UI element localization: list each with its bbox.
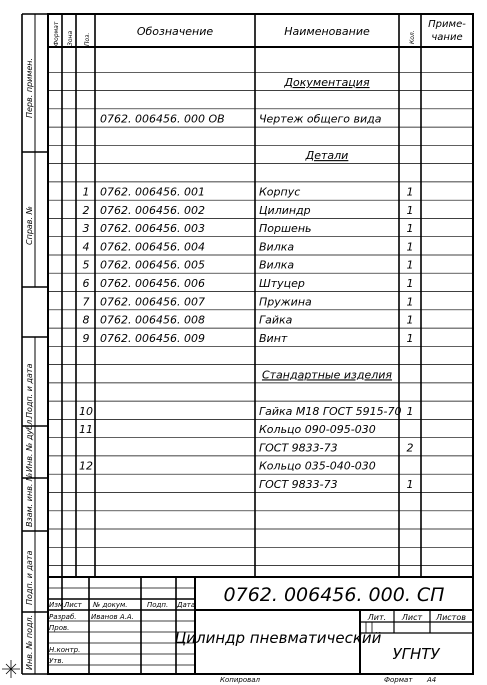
row-name: Кольцо 035-040-030	[259, 459, 376, 473]
tb-data: Дата	[177, 601, 196, 609]
row-designation: 0762. 006456. 005	[100, 258, 205, 272]
header-note-1: Приме-	[428, 19, 466, 30]
row-name: Кольцо 090-095-030	[259, 423, 376, 437]
corner-mark-icon	[2, 660, 20, 678]
row-qty: 1	[406, 277, 414, 290]
row-qty: 1	[406, 185, 414, 199]
header-zone: Зона	[67, 30, 74, 46]
row-designation: 0762. 006456. 003	[100, 222, 205, 236]
row-pos: 7	[82, 295, 90, 309]
row-qty: 1	[406, 478, 414, 491]
row-pos: 6	[82, 277, 90, 290]
row-pos: 11	[79, 423, 93, 437]
row-designation: 0762. 006456. 001	[100, 185, 205, 199]
row-designation: 0762. 006456. 009	[100, 331, 205, 345]
spec-rows	[79, 76, 414, 491]
organization: УГНТУ	[392, 645, 440, 663]
tb-utv: Утв.	[49, 657, 64, 665]
row-name: Штуцер	[259, 277, 305, 290]
side-inv-podl: Инв. № подл.	[25, 614, 34, 670]
tb-list: Лист	[64, 601, 82, 609]
row-pos: 9	[82, 331, 90, 345]
header-designation: Обозначение	[136, 25, 214, 38]
row-name: ГОСТ 9833-73	[259, 441, 338, 455]
row-designation: 0762. 006456. 000 ОВ	[100, 112, 225, 126]
section-heading: Детали	[305, 149, 349, 163]
header-name: Наименование	[284, 25, 370, 38]
doc-number: 0762. 006456. 000. СП	[223, 584, 445, 606]
side-inv-dubl: Инв. № дубл.	[25, 417, 34, 472]
side-vzam-inv: Взам. инв. №	[25, 472, 34, 527]
row-qty: 1	[406, 203, 414, 217]
row-designation: 0762. 006456. 004	[100, 240, 205, 254]
tb-list-label: Лист	[401, 613, 423, 622]
section-heading: Документация	[284, 76, 370, 89]
side-perv-primen: Перв. примен.	[25, 57, 34, 118]
row-name: Вилка	[259, 240, 295, 254]
row-name: Чертеж общего вида	[259, 112, 382, 126]
header-format: Формат	[53, 21, 60, 46]
row-designation: 0762. 006456. 002	[100, 203, 205, 217]
row-pos: 8	[82, 313, 90, 327]
row-pos: 4	[82, 240, 90, 254]
header-qty: Кол.	[409, 30, 416, 44]
tb-podp: Подп.	[147, 601, 169, 609]
product-name: Цилиндр пневматический	[174, 629, 382, 647]
row-qty: 1	[406, 295, 414, 309]
row-name: Гайка	[259, 313, 293, 327]
header-pos: Поз.	[84, 32, 91, 46]
row-qty: 1	[406, 313, 414, 327]
row-name: Пружина	[259, 295, 312, 309]
footer-format-value: А4	[427, 676, 437, 684]
row-pos: 10	[79, 404, 93, 418]
row-qty: 1	[406, 404, 414, 418]
row-designation: 0762. 006456. 006	[100, 277, 205, 290]
row-qty: 1	[406, 222, 414, 236]
row-name: Гайка М18 ГОСТ 5915-70	[259, 404, 402, 418]
side-podp-data-1: Подп. и дата	[25, 363, 34, 418]
section-heading: Стандартные изделия	[261, 368, 393, 382]
tb-razrab-name: Иванов А.А.	[91, 613, 134, 621]
row-pos: 3	[82, 222, 90, 236]
row-name: Поршень	[259, 222, 312, 236]
tb-listov-label: Листов	[436, 613, 466, 622]
row-name: Корпус	[259, 185, 301, 199]
tb-ndoc: № докум.	[93, 601, 128, 609]
footer-copied: Копировал	[220, 676, 260, 684]
row-name: ГОСТ 9833-73	[259, 478, 338, 491]
row-pos: 12	[79, 459, 93, 473]
tb-prov: Пров.	[49, 624, 70, 632]
row-name: Винт	[259, 331, 288, 345]
side-podp-data-2: Подп. и дата	[25, 550, 34, 605]
row-designation: 0762. 006456. 008	[100, 313, 205, 327]
tb-razrab: Разраб.	[49, 613, 77, 621]
row-qty: 1	[406, 240, 414, 254]
row-qty: 2	[406, 441, 414, 455]
row-pos: 5	[82, 258, 90, 272]
header-note-2: чание	[431, 32, 463, 43]
row-pos: 2	[82, 203, 90, 217]
tb-izm: Изм.	[49, 601, 66, 609]
row-qty: 1	[406, 331, 414, 345]
footer-format-label: Формат	[384, 676, 413, 684]
row-designation: 0762. 006456. 007	[100, 295, 205, 309]
tb-nkontr: Н.контр.	[49, 646, 81, 654]
tb-lit: Лит.	[367, 613, 387, 622]
side-sprav: Справ. №	[25, 206, 34, 245]
row-pos: 1	[82, 185, 90, 199]
row-name: Цилиндр	[259, 203, 311, 217]
row-name: Вилка	[259, 258, 295, 272]
row-qty: 1	[406, 258, 414, 272]
